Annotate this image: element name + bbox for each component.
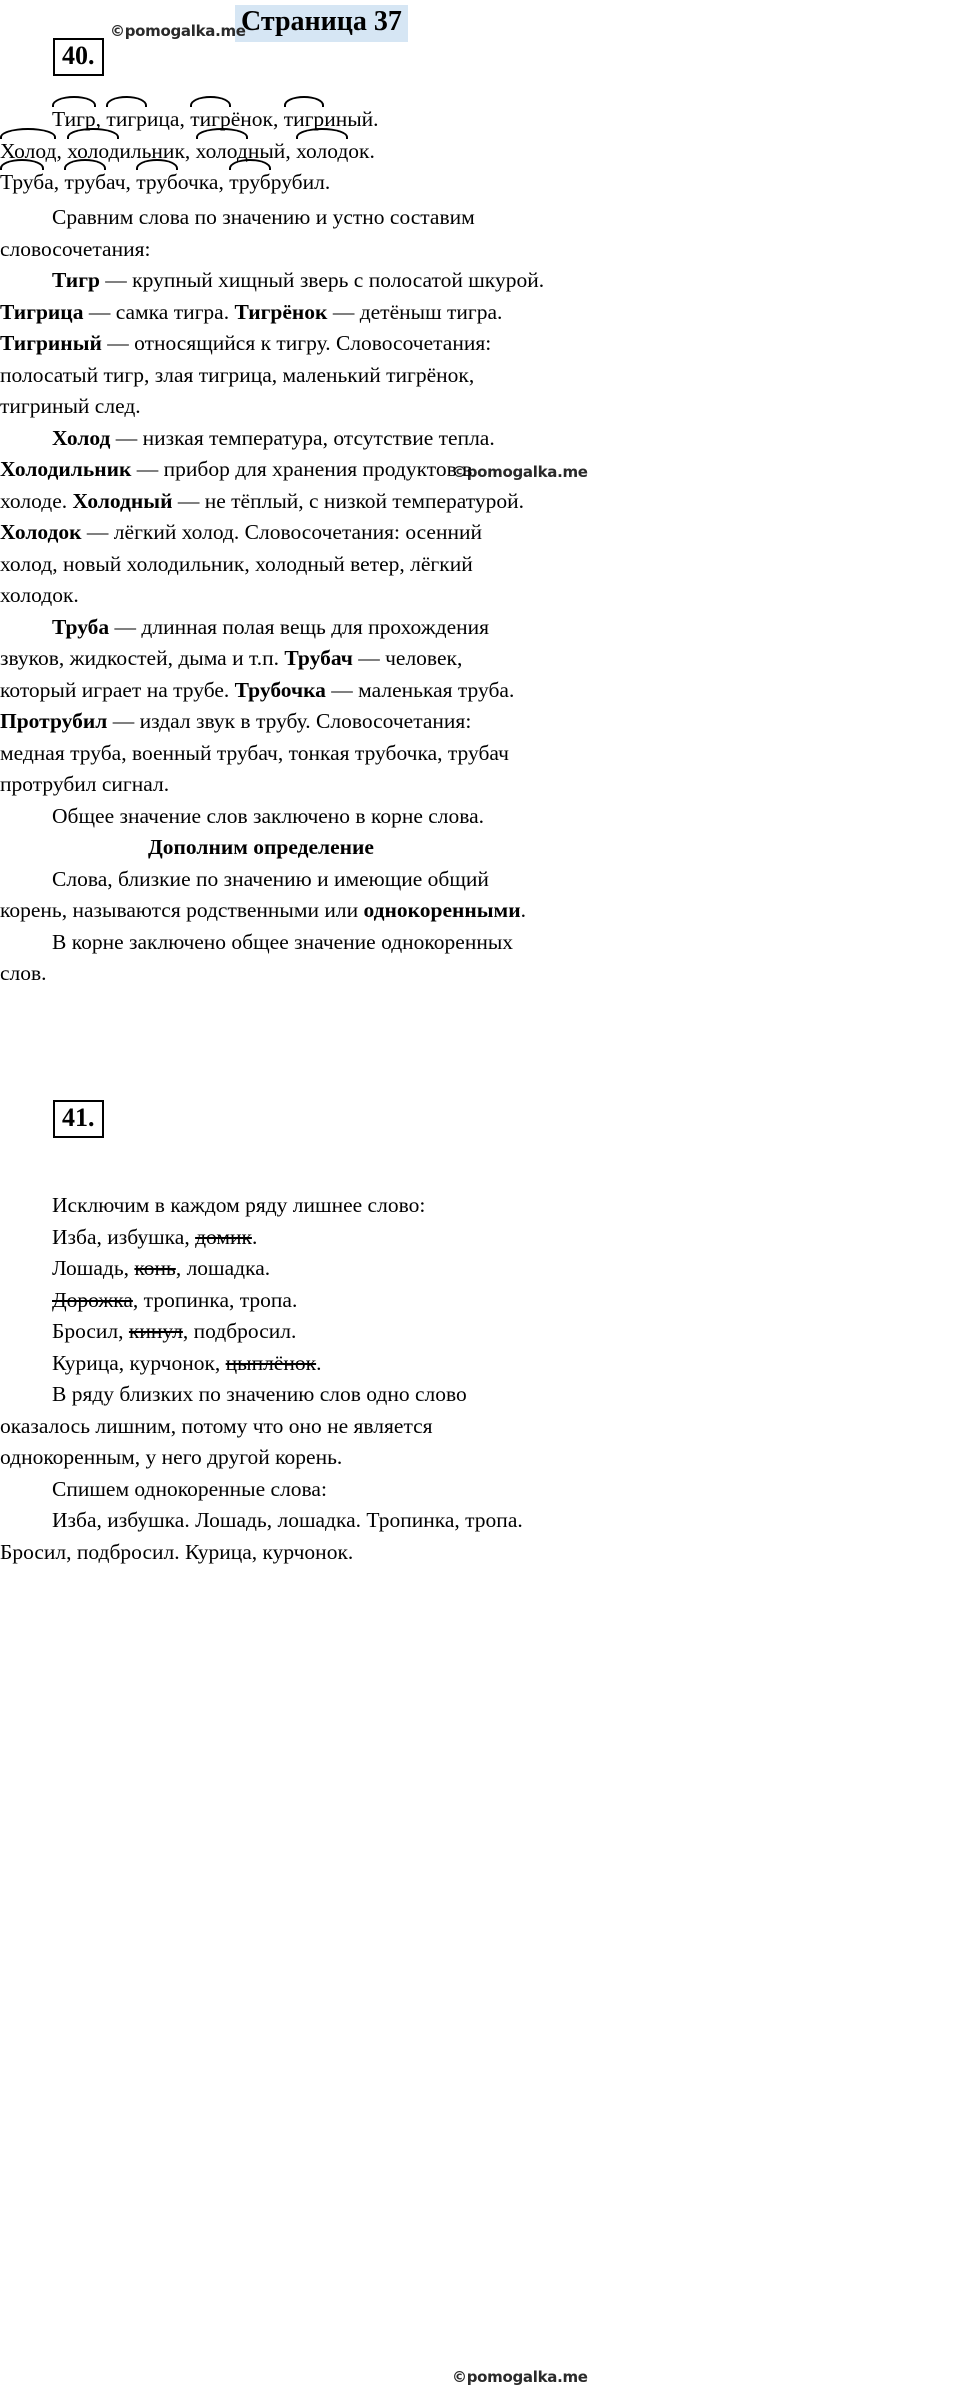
- word-with-root-mark: [296, 139, 369, 163]
- text-line: корень, называются родственными или однокоренными.: [0, 898, 526, 922]
- root-arc: труб: [136, 167, 178, 199]
- punctuation: .: [324, 170, 331, 194]
- text-line: тигриный след.: [0, 394, 141, 418]
- word-with-root-mark: [64, 170, 125, 194]
- bold-term: Протрубил: [0, 709, 108, 733]
- exercise-41-body: [0, 1190, 620, 1568]
- text-line: звуков, жидкостей, дыма и т.п. Трубач — человек,: [0, 646, 463, 670]
- text-line: Изба, избушка. Лошадь, лошадка. Тропинка, тропа.: [52, 1508, 523, 1532]
- punctuation: ,: [179, 107, 191, 131]
- word-with-root-mark: [106, 107, 179, 131]
- root-arc: тигр: [284, 104, 324, 136]
- root-arc: Холод: [0, 136, 56, 168]
- root-arc: труб: [229, 167, 271, 199]
- word-suffix: очка: [177, 170, 219, 194]
- root-arc: Тигр: [52, 104, 96, 136]
- text-line: Бросил, подбросил. Курица, курчонок.: [0, 1539, 354, 1564]
- word-suffix: рубил: [270, 170, 325, 194]
- text-line: холодок.: [0, 583, 79, 607]
- punctuation: ,: [95, 107, 107, 131]
- exercise-40-body: [0, 202, 620, 990]
- punctuation: ,: [285, 138, 297, 163]
- punctuation: ,: [53, 170, 65, 194]
- text-line: Тигр — крупный хищный зверь с полосатой шкурой.: [52, 268, 545, 292]
- root-arc: тигр: [190, 104, 230, 136]
- bold-term: Тигр: [52, 268, 100, 292]
- word-with-root-mark: [190, 107, 273, 131]
- word-suffix: ица: [146, 107, 180, 131]
- text-line: Дорожка, тропинка, тропа.: [52, 1287, 298, 1312]
- text-line: протрубил сигнал.: [0, 772, 170, 796]
- struck-word: кинул: [128, 1319, 183, 1343]
- punctuation: ,: [184, 138, 196, 163]
- word-with-root-mark: [0, 170, 54, 194]
- text-line: слов.: [0, 961, 47, 985]
- word-with-root-mark: [136, 170, 218, 194]
- bold-term: Холод: [52, 425, 111, 450]
- word-suffix: ильник: [119, 138, 185, 163]
- text-line: Спишем однокоренные слова:: [52, 1476, 327, 1501]
- text-line: Изба, избушка, домик.: [52, 1224, 258, 1249]
- bold-term: Дополним определение: [148, 835, 374, 859]
- watermark-top: ©pomogalka.me: [110, 22, 246, 40]
- text-line: Холодок — лёгкий холод. Словосочетания: осенний: [0, 520, 482, 544]
- watermark-middle: ©pomogalka.me: [452, 463, 588, 481]
- root-arc: тигр: [106, 104, 146, 136]
- text-line: полосатый тигр, злая тигрица, маленький тигрёнок,: [0, 362, 475, 387]
- root-arc: Труб: [0, 167, 44, 199]
- struck-word: цыплёнок: [225, 1350, 317, 1375]
- text-line: Исключим в каждом ряду лишнее слово:: [52, 1193, 426, 1217]
- struck-word: домик: [195, 1224, 252, 1249]
- punctuation: .: [369, 138, 375, 163]
- text-line: оказалось лишним, потому что оно не является: [0, 1413, 433, 1438]
- bold-term: Труба: [52, 614, 110, 639]
- word-suffix: а: [44, 170, 54, 194]
- root-arc: труб: [64, 167, 106, 199]
- punctuation: .: [373, 107, 379, 131]
- punctuation: ,: [56, 138, 68, 163]
- bold-term: Тигрица: [0, 299, 84, 324]
- text-line: словосочетания:: [0, 236, 151, 261]
- text-line: медная труба, военный трубач, тонкая трубочка, трубач: [0, 740, 509, 765]
- bold-term: Трубочка: [234, 677, 326, 702]
- word-suffix: ёнок: [230, 107, 273, 131]
- text-line: холод, новый холодильник, холодный ветер, лёгкий: [0, 551, 473, 576]
- text-line: однокоренным, у него другой корень.: [0, 1445, 343, 1469]
- punctuation: ,: [218, 170, 230, 194]
- text-line: [0, 832, 620, 864]
- text-line: Бросил, кинул, подбросил.: [52, 1319, 297, 1343]
- bold-term: однокоренными: [363, 898, 521, 922]
- root-arc: холод: [196, 136, 248, 168]
- bold-term: Холодок: [0, 520, 82, 544]
- bold-term: Холодильник: [0, 457, 132, 481]
- punctuation: ,: [272, 107, 284, 131]
- exercise-40-root-lines: [0, 104, 620, 199]
- text-line: Слова, близкие по значению и имеющие общий: [52, 866, 489, 891]
- exercise-number-40: 40.: [53, 38, 104, 76]
- page-title: Страница 37: [235, 5, 408, 42]
- word-suffix: ный: [247, 138, 286, 163]
- root-arc: холод: [67, 136, 119, 168]
- word-suffix: ок: [348, 138, 370, 163]
- text-line: Протрубил — издал звук в трубу. Словосочетания:: [0, 709, 472, 733]
- text-line: Холодильник — прибор для хранения продуктов в: [0, 457, 473, 481]
- exercise-number-41: 41.: [53, 1100, 104, 1138]
- text-line: холоде. Холодный — не тёплый, с низкой температурой.: [0, 488, 524, 513]
- root-line: [0, 167, 620, 199]
- text-line: Холод — низкая температура, отсутствие тепла.: [52, 425, 495, 450]
- text-line: Сравним слова по значению и устно составим: [52, 205, 475, 229]
- text-line: Тигрица — самка тигра. Тигрёнок — детёныш тигра.: [0, 299, 503, 324]
- word-with-root-mark: [229, 170, 325, 194]
- struck-word: Дорожка: [52, 1287, 133, 1312]
- bold-term: Тигрёнок: [234, 299, 328, 324]
- watermark-bottom: ©pomogalka.me: [452, 2368, 588, 2386]
- word-suffix: ач: [106, 170, 126, 194]
- struck-word: конь: [134, 1256, 176, 1280]
- text-line: В корне заключено общее значение однокоренных: [52, 929, 514, 954]
- text-line: Лошадь, конь, лошадка.: [52, 1256, 271, 1280]
- text-line: Курица, курчонок, цыплёнок.: [52, 1350, 322, 1375]
- text-line: Труба — длинная полая вещь для прохождения: [52, 614, 490, 639]
- text-line: В ряду близких по значению слов одно слово: [52, 1382, 467, 1406]
- text-line: который играет на трубе. Трубочка — маленькая труба.: [0, 677, 515, 702]
- punctuation: ,: [125, 170, 137, 194]
- root-arc: холод: [296, 136, 348, 168]
- bold-term: Трубач: [284, 646, 353, 670]
- bold-term: Тигриный: [0, 331, 102, 355]
- text-line: Тигриный — относящийся к тигру. Словосочетания:: [0, 331, 492, 355]
- bold-term: Холодный: [72, 488, 173, 513]
- word-suffix: иный: [324, 107, 374, 131]
- text-line: Общее значение слов заключено в корне слова.: [52, 803, 485, 828]
